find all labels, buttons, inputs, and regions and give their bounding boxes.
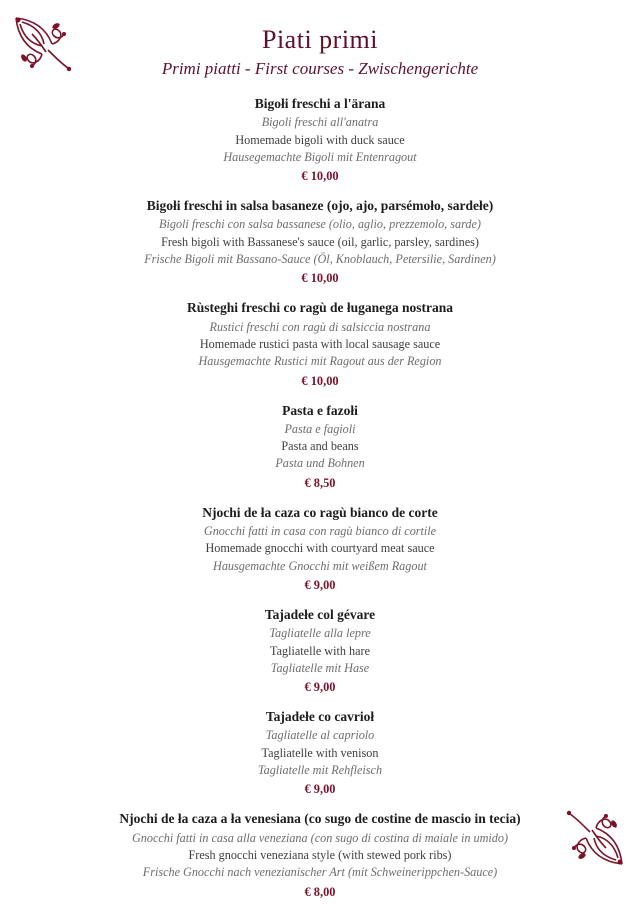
list-item (40, 606, 600, 695)
dish-name-english: Homemade rustici pasta with local sausage sauce (199, 336, 441, 351)
list-item (40, 504, 600, 593)
dish-name: Tajadełe co cavrioł (265, 709, 375, 725)
dish-price: € 9,00 (304, 782, 336, 797)
menu-header (40, 26, 600, 79)
list-item (40, 299, 600, 388)
dish-name-italian: Pasta e fagioli (284, 421, 356, 436)
dish-price: € 8,00 (304, 884, 336, 899)
dish-price: € 8,50 (304, 475, 336, 490)
dish-name: Bigołi freschi a l'ärana (254, 95, 386, 111)
dish-name-english: Tagliatelle with hare (270, 643, 370, 658)
list-item (40, 708, 600, 797)
dish-name-italian: Tagliatelle alla lepre (269, 626, 371, 641)
dish-list (40, 95, 600, 900)
page-title: Piati primi (262, 25, 378, 54)
list-item (40, 197, 600, 286)
dish-name-german: Hausgemachte Rustici mit Ragout aus der Region (198, 354, 442, 369)
dish-price: € 10,00 (301, 271, 339, 286)
dish-name-german: Tagliatelle mit Hase (270, 660, 370, 675)
page-subtitle: Primi piatti - First courses - Zwischengerichte (161, 58, 479, 78)
dish-name-italian: Gnocchi fatti in casa con ragù bianco di cortile (203, 524, 437, 539)
dish-name-italian: Bigoli freschi all'anatra (261, 115, 379, 130)
dish-name-english: Homemade gnocchi with courtyard meat sauce (205, 541, 435, 556)
dish-price: € 9,00 (304, 680, 336, 695)
dish-name: Pasta e fazołi (282, 402, 358, 418)
dish-name: Bigołi freschi in salsa basaneze (ojo, ajo, parsémoło, sardełe) (146, 198, 494, 214)
dish-price: € 10,00 (301, 373, 339, 388)
dish-name-italian: Gnocchi fatti in casa alla veneziana (con sugo di costina di maiale in umido) (131, 830, 509, 845)
list-item (40, 402, 600, 491)
dish-price: € 9,00 (304, 578, 336, 592)
dish-name-german: Pasta und Bohnen (275, 456, 365, 471)
dish-name-german: Hausegemachte Bigoli mit Entenragout (223, 149, 417, 164)
dish-name-italian: Rustici freschi con ragù di salsiccia nostrana (209, 319, 431, 334)
floral-corner-ornament-bottom-right (556, 798, 626, 868)
dish-name: Njochi de ła caza a ła venesiana (co sugo de costine de mascio in tecia) (119, 811, 521, 827)
dish-name: Njochi de ła caza co ragù bianco de corte (202, 504, 438, 520)
list-item (40, 95, 600, 184)
dish-name-italian: Bigoli freschi con salsa bassanese (olio, aglio, prezzemolo, sarde) (159, 217, 481, 232)
dish-price: € 10,00 (301, 169, 339, 184)
dish-name-english: Pasta and beans (281, 439, 359, 454)
dish-name: Tajadełe col gévare (264, 607, 376, 622)
dish-name-english: Fresh gnocchi veneziana style (with stewed pork ribs) (188, 847, 452, 862)
dish-name-english: Homemade bigoli with duck sauce (235, 132, 405, 147)
dish-name-german: Hausgemachte Gnocchi mit weißem Ragout (213, 558, 427, 573)
dish-name-english: Fresh bigoli with Bassanese's sauce (oil, garlic, parsley, sardines) (161, 234, 479, 249)
dish-name: Rùsteghi freschi co ragù de ługanega nostrana (186, 300, 453, 316)
list-item (40, 810, 600, 899)
dish-name-german: Frische Bigoli mit Bassano-Sauce (Öl, Knoblauch, Petersilie, Sardinen) (144, 252, 496, 267)
dish-name-italian: Tagliatelle al capriolo (265, 728, 375, 743)
dish-name-english: Tagliatelle with venison (261, 745, 379, 760)
dish-name-german: Tagliatelle mit Rehfleisch (257, 763, 383, 778)
floral-corner-ornament-top-left (12, 14, 82, 84)
dish-name-german: Frische Gnocchi nach venezianischer Art (mit Schweinerippchen-Sauce) (142, 865, 498, 880)
